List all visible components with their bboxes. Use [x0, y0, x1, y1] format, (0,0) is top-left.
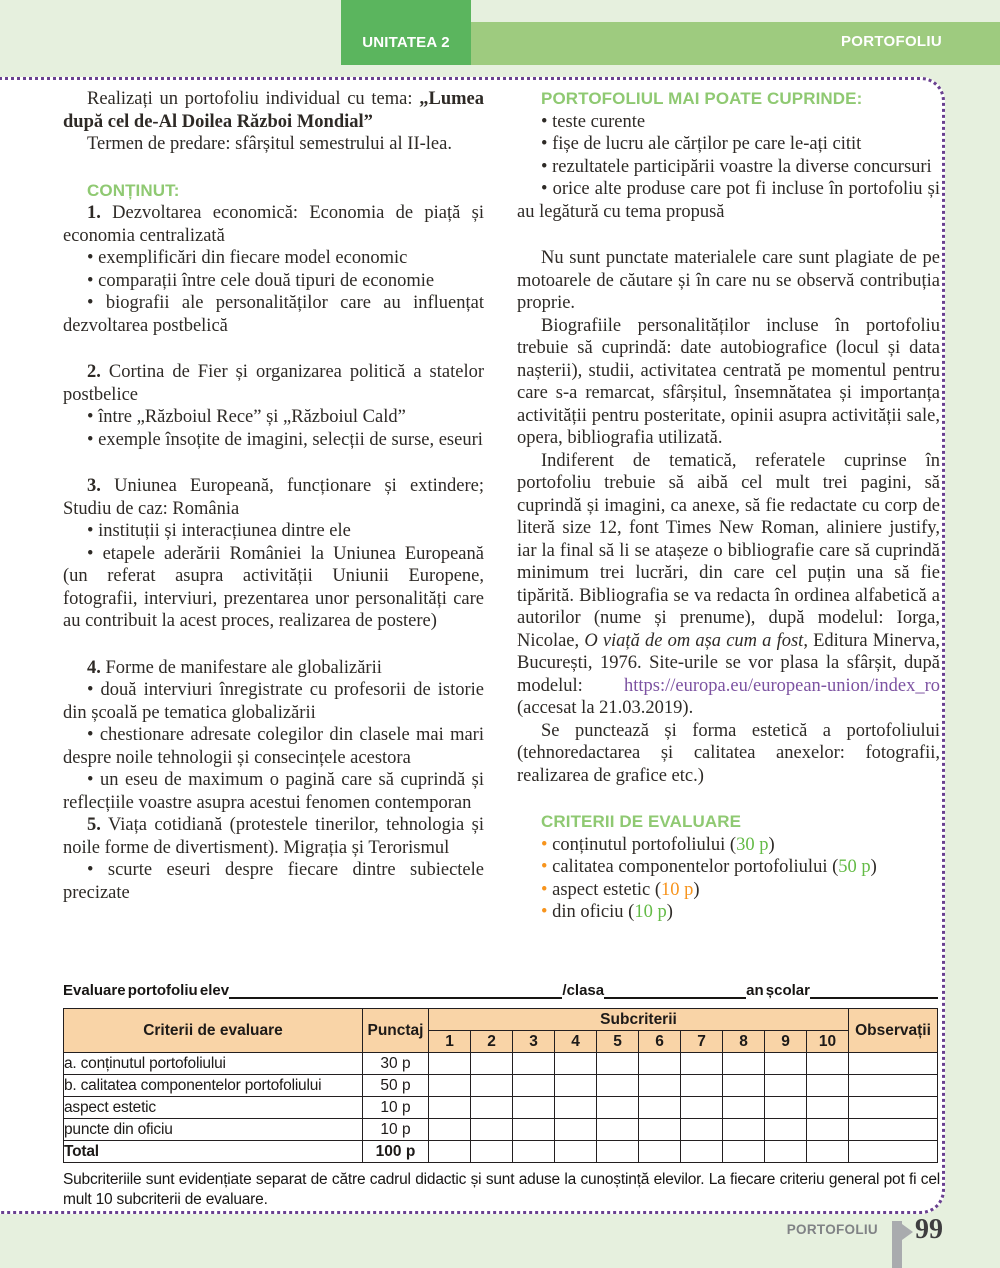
subcriteria-cell: [765, 1075, 807, 1097]
text-run: aspect estetic (: [552, 879, 661, 900]
text-run: instituții și interacțiunea dintre ele: [98, 521, 351, 541]
bullet-item: [517, 133, 940, 156]
subcriteria-cell: [471, 1097, 513, 1119]
bullet-marker: •: [87, 725, 100, 745]
subcriteria-cell: [807, 1097, 849, 1119]
text-run: 3.: [87, 476, 101, 496]
table-row: [64, 1097, 938, 1119]
text-run: chestionare adresate colegilor din clasele mai mari despre noile tehnologii și consecințele acestora: [63, 725, 484, 768]
score-cell: 10 p: [363, 1119, 429, 1141]
paragraph: [517, 247, 940, 315]
bullet-marker: •: [87, 680, 101, 700]
text-run: comparații între cele două tipuri de economie: [98, 270, 435, 291]
text-run: Forme de manifestare ale globalizării: [100, 657, 382, 678]
subcriteria-cell: [765, 1119, 807, 1141]
subcriteria-cell: [597, 1075, 639, 1097]
score-cell: 50 p: [363, 1075, 429, 1097]
subcriteria-cell: [555, 1141, 597, 1163]
header-subcriteria-number: 3: [513, 1031, 555, 1053]
subcriteria-cell: [723, 1141, 765, 1163]
subcriteria-cell: [807, 1053, 849, 1075]
bullet-marker: •: [541, 134, 553, 154]
bullet-marker: •: [87, 860, 108, 880]
text-run: 2.: [87, 362, 101, 382]
section-heading: CONȚINUT:: [87, 180, 180, 200]
observations-cell: [849, 1053, 938, 1075]
paragraph: [63, 202, 484, 247]
header-subcriteria-number: 7: [681, 1031, 723, 1053]
text-run: Se punctează și forma estetică a portofoliului (tehnoredactarea și calitatea anexelor: fotografii, realizarea de grafice etc.): [517, 720, 940, 786]
text-run: Nu sunt punctate materialele care sunt plagiate de pe motoarele de căutare și în care nu se observă contribuția proprie.: [517, 248, 940, 313]
paragraph: [63, 814, 484, 859]
text-run: Realizați un portofoliu individual cu tema:: [87, 89, 420, 109]
europa-url-link[interactable]: https://europa.eu/european-union/index_ro: [624, 675, 940, 696]
subcriteria-cell: [807, 1119, 849, 1141]
table-footnote: Subcriteriile sunt evidențiate separat de către cadrul didactic și sunt aduse la cunoștință elevilor. La fiecare criteriu general pot fi cel mult 10 subcriterii de evaluare.: [63, 1171, 940, 1208]
subcriteria-cell: [597, 1053, 639, 1075]
text-run: între „Războiul Rece” și „Războiul Cald”: [98, 407, 406, 427]
text-run: 5.: [87, 815, 101, 835]
section-heading: CRITERII DE EVALUARE: [541, 812, 742, 831]
subcriteria-cell: [681, 1075, 723, 1097]
fill-in-blank-year: [810, 982, 938, 999]
text-run: teste curente: [552, 111, 646, 132]
subcriteria-cell: [555, 1053, 597, 1075]
subcriteria-cell: [681, 1097, 723, 1119]
subcriteria-cell: [723, 1119, 765, 1141]
text-run: 1.: [87, 203, 101, 223]
paragraph: [517, 720, 940, 788]
text-run: două interviuri înregistrate cu profesorii de istorie din școală pe tematica globalizării: [63, 680, 484, 723]
header-subcriteria-number: 1: [429, 1031, 471, 1053]
subcriteria-cell: [723, 1053, 765, 1075]
bullet-marker: •: [87, 521, 99, 541]
paragraph: [63, 475, 484, 520]
text-run: Dezvoltarea economică: Economia de piață și economia centralizată: [63, 203, 484, 246]
subcriteria-cell: [555, 1075, 597, 1097]
bullet-item: [63, 679, 484, 724]
criteria-cell: aspect estetic: [64, 1097, 363, 1119]
header-subcriteria-number: 2: [471, 1031, 513, 1053]
header-subcriteria-number: 5: [597, 1031, 639, 1053]
subcriteria-cell: [513, 1141, 555, 1163]
subcriteria-cell: [555, 1119, 597, 1141]
eval-label-year: an școlar: [746, 982, 810, 999]
header-subcriteria-number: 8: [723, 1031, 765, 1053]
text-run: conținutul portofoliului (: [552, 834, 737, 855]
subcriteria-cell: [429, 1119, 471, 1141]
bullet-item: [63, 520, 484, 543]
subcriteria-cell: [597, 1119, 639, 1141]
subcriteria-cell: [471, 1141, 513, 1163]
subcriteria-cell: [765, 1053, 807, 1075]
subcriteria-cell: [723, 1075, 765, 1097]
bullet-marker: •: [541, 834, 553, 855]
table-row: [64, 1119, 938, 1141]
paragraph: [63, 88, 484, 133]
header-observations: Observații: [849, 1009, 938, 1053]
bullet-marker: •: [541, 156, 553, 177]
bullet-item: [63, 724, 484, 769]
text-run: Indiferent de tematică, referatele cuprinse în portofoliu trebuie să aibă cel mult trei pagini, să cuprindă și imagini, ca anexe, să fie redactate cu corp de literă size 12, font Times New Roman, aliniere justify, iar la final să li se atașeze o bibliografie care să cuprindă minimum trei lucrări, din care cel puțin una să fie tipărită. Bibliografia se va redacta în ordinea alfabetică a autorilor (nume și prenume), după modelul: Iorga, Nicolae,: [517, 450, 940, 651]
bullet-item: [63, 270, 484, 293]
subcriteria-cell: [471, 1075, 513, 1097]
eval-label-student: Evaluare portofoliu elev: [63, 982, 230, 999]
evaluation-form-line: [63, 982, 938, 999]
bullet-item: [517, 901, 940, 924]
subcriteria-cell: [807, 1075, 849, 1097]
text-run: exemple însoțite de imagini, selecții de surse, eseuri: [98, 429, 483, 450]
page-number: 99: [915, 1214, 943, 1245]
subcriteria-cell: [681, 1141, 723, 1163]
subcriteria-cell: [429, 1097, 471, 1119]
bullet-item: [63, 247, 484, 270]
bullet-item: [517, 879, 940, 902]
bullet-item: [517, 834, 940, 857]
header-subcriteria-number: 9: [765, 1031, 807, 1053]
subcriteria-cell: [429, 1053, 471, 1075]
score-cell: 10 p: [363, 1097, 429, 1119]
text-run: calitatea componentelor portofoliului (: [552, 857, 839, 877]
text-run: ): [666, 902, 673, 922]
bullet-item: [517, 111, 940, 134]
subcriteria-cell: [639, 1119, 681, 1141]
bullet-item: [517, 178, 940, 223]
subcriteria-cell: [639, 1075, 681, 1097]
bullet-item: [63, 429, 484, 452]
header-subcriteria-number: 10: [807, 1031, 849, 1053]
section-band-label: PORTOFOLIU: [840, 33, 942, 50]
subcriteria-cell: [723, 1097, 765, 1119]
eval-label-class: /clasa: [562, 982, 605, 999]
table-row: [64, 1053, 938, 1075]
fill-in-blank-student: [229, 982, 562, 999]
text-run: biografii ale personalităților care au influențat dezvoltarea postbelică: [63, 293, 485, 336]
text-run: , Editura Minerva, București, 1976. Site-urile se vor plasa la sfârșit, după modelul:: [517, 630, 940, 696]
subcriteria-cell: [681, 1053, 723, 1075]
text-run: (accesat la 21.03.2019).: [517, 698, 694, 718]
subcriteria-cell: [513, 1097, 555, 1119]
text-run: rezultatele participării voastre la diverse concursuri: [552, 156, 932, 177]
text-run: exemplificări din fiecare model economic: [98, 248, 408, 268]
text-run: Cortina de Fier și organizarea politică a statelor postbelice: [63, 362, 484, 405]
page-footer: [0, 1214, 1000, 1268]
bullet-marker: •: [87, 248, 99, 268]
text-run: orice alte produse care pot fi incluse în portofoliu și au legătură cu tema propusă: [517, 179, 940, 222]
page-marker-bar: [892, 1221, 902, 1268]
text-run: Viața cotidiană (protestele tinerilor, tehnologia și noile forme de divertisment). Migrația și Terorismul: [63, 815, 484, 858]
subcriteria-cell: [513, 1053, 555, 1075]
bullet-item: [517, 156, 940, 179]
subcriteria-cell: [639, 1097, 681, 1119]
text-run: etapele aderării României la Uniunea Europeană (un referat asupra activității Uniunii Europene, fotografii, interviuri, prezentarea unor personalități care au contribuit la acest proces, realizarea de postere): [63, 543, 484, 631]
text-run: ): [693, 879, 700, 900]
header-criteria: Criterii de evaluare: [64, 1009, 363, 1053]
page-arrow-icon: [902, 1224, 913, 1240]
bullet-item: [63, 292, 484, 337]
subcriteria-cell: [429, 1141, 471, 1163]
fill-in-blank-class: [604, 982, 746, 999]
subcriteria-cell: [639, 1053, 681, 1075]
score-cell: 100 p: [363, 1141, 429, 1163]
header-score: Punctaj: [363, 1009, 429, 1053]
bullet-item: [517, 856, 940, 879]
subcriteria-cell: [555, 1097, 597, 1119]
observations-cell: [849, 1097, 938, 1119]
criteria-cell: b. calitatea componentelor portofoliului: [64, 1075, 363, 1097]
bullet-marker: •: [541, 111, 553, 132]
text-run: O viață de om așa cum a fost: [584, 630, 804, 651]
right-column: [517, 88, 940, 924]
unit-tab: [341, 0, 471, 65]
section-heading: PORTOFOLIUL MAI POATE CUPRINDE:: [541, 89, 863, 108]
bullet-marker: •: [87, 543, 103, 564]
subcriteria-cell: [639, 1141, 681, 1163]
bullet-item: [63, 406, 484, 429]
paragraph: [63, 361, 484, 406]
paragraph: [63, 657, 484, 680]
text-run: 10 p: [634, 902, 667, 922]
text-run: 4.: [87, 657, 101, 678]
subcriteria-cell: [765, 1097, 807, 1119]
observations-cell: [849, 1141, 938, 1163]
paragraph: [517, 450, 940, 720]
text-run: 10 p: [661, 879, 694, 900]
text-run: ): [768, 834, 775, 855]
observations-cell: [849, 1119, 938, 1141]
text-run: „Lumea după cel de-Al Doilea Război Mondial”: [63, 89, 484, 132]
paragraph: [63, 133, 484, 156]
header-subcriteria: Subcriterii: [429, 1009, 849, 1031]
subcriteria-cell: [597, 1141, 639, 1163]
observations-cell: [849, 1075, 938, 1097]
table-row: [64, 1141, 938, 1163]
text-run: ): [870, 857, 877, 877]
bullet-item: [63, 769, 484, 814]
bullet-marker: •: [87, 270, 99, 291]
bullet-marker: •: [87, 770, 100, 790]
text-run: Uniunea Europeană, funcționare și extindere; Studiu de caz: România: [63, 476, 484, 519]
text-run: Termen de predare: sfârșitul semestrului al II-lea.: [87, 134, 452, 154]
text-run: un eseu de maximum o pagină care să cuprindă și reflecțiile voastre asupra acestui fenomen contemporan: [63, 770, 484, 813]
text-run: 50 p: [838, 857, 871, 877]
criteria-cell: Total: [64, 1141, 363, 1163]
score-cell: 30 p: [363, 1053, 429, 1075]
subcriteria-cell: [765, 1141, 807, 1163]
subcriteria-cell: [513, 1119, 555, 1141]
bullet-marker: •: [541, 857, 553, 877]
text-run: fișe de lucru ale cărților pe care le-ați citit: [552, 134, 862, 154]
criteria-cell: a. conținutul portofoliului: [64, 1053, 363, 1075]
left-column: [63, 88, 484, 904]
subcriteria-cell: [807, 1141, 849, 1163]
unit-tab-label: UNITATEA 2: [362, 34, 450, 51]
paragraph: [517, 315, 940, 450]
text-run: scurte eseuri despre fiecare dintre subiectele precizate: [63, 860, 484, 903]
section-band: [471, 22, 1000, 65]
evaluation-table: [63, 1008, 938, 1163]
text-run: 30 p: [736, 834, 769, 855]
bullet-marker: •: [87, 293, 106, 313]
subcriteria-cell: [681, 1119, 723, 1141]
table-row: [64, 1075, 938, 1097]
footer-section-label: PORTOFOLIU: [786, 1222, 878, 1237]
bullet-item: [63, 543, 484, 633]
bullet-marker: •: [87, 407, 99, 427]
header-subcriteria-number: 4: [555, 1031, 597, 1053]
text-run: Biografiile personalităților incluse în portofoliu trebuie să cuprindă: date autobiografice (locul și data nașterii), studii, activitatea centrată pe momentul pentru care s-a remarcat, sfârșitul, însemnătatea și importanța activității pentru posteritate, opinii asupra activității sale, opera, bibliografia utilizată.: [517, 315, 940, 448]
subcriteria-cell: [513, 1075, 555, 1097]
bullet-item: [63, 859, 484, 904]
subcriteria-cell: [597, 1097, 639, 1119]
bullet-marker: •: [541, 179, 553, 199]
bullet-marker: •: [87, 429, 99, 450]
subcriteria-cell: [471, 1119, 513, 1141]
bullet-marker: •: [541, 879, 553, 900]
header-subcriteria-number: 6: [639, 1031, 681, 1053]
subcriteria-cell: [429, 1075, 471, 1097]
text-run: din oficiu (: [552, 902, 635, 922]
criteria-cell: puncte din oficiu: [64, 1119, 363, 1141]
subcriteria-cell: [471, 1053, 513, 1075]
bullet-marker: •: [541, 902, 553, 922]
